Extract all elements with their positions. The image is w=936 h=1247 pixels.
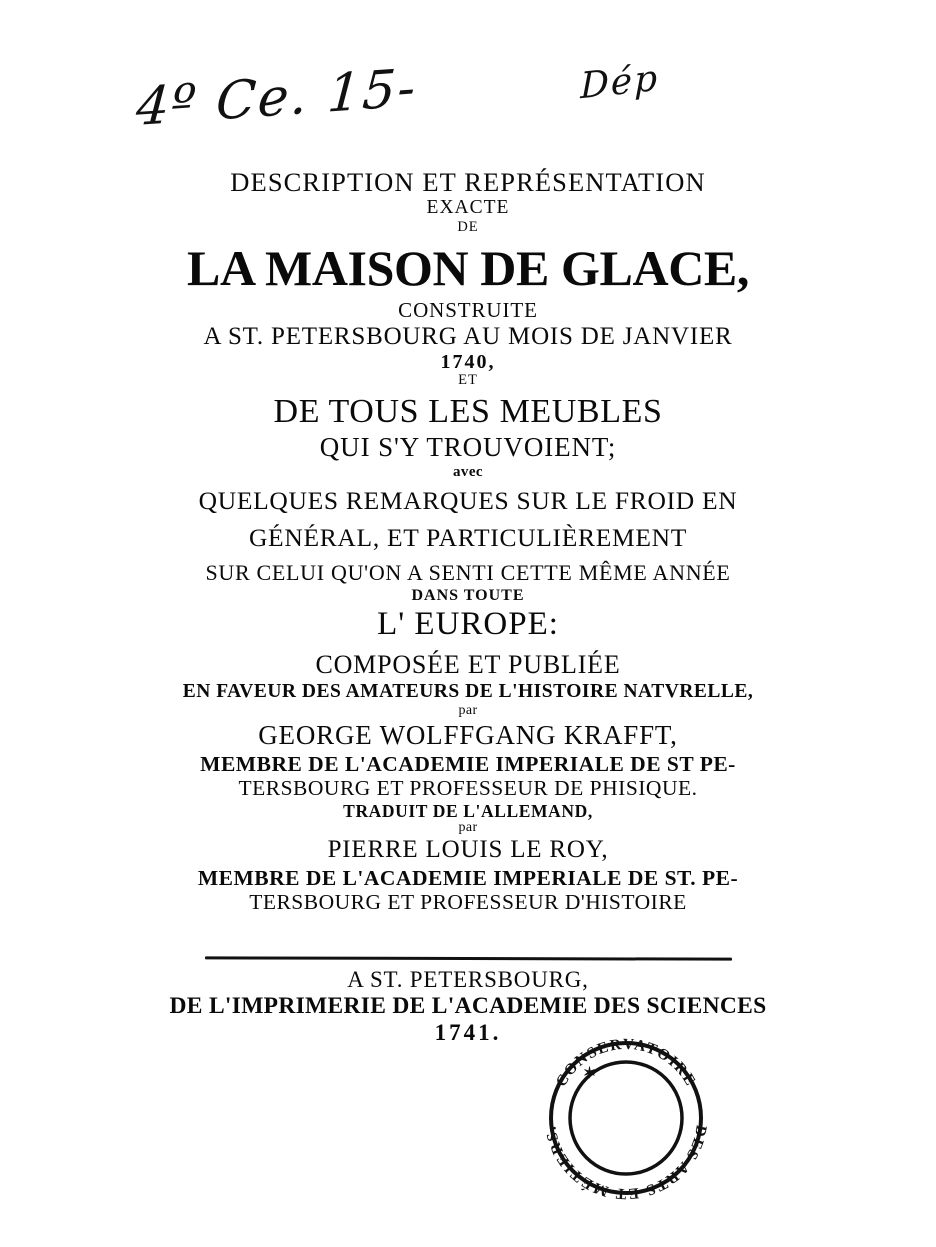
title-heading: DESCRIPTION ET REPRÉSENTATION bbox=[230, 167, 706, 197]
title-remarks-line: QUELQUES REMARQUES SUR LE FROID EN bbox=[198, 485, 738, 515]
author-name: GEORGE WOLFFGANG KRAFFT, bbox=[258, 720, 678, 751]
translator-name: PIERRE LOUIS LE ROY, bbox=[327, 836, 609, 864]
imprint-divider-rule bbox=[205, 956, 732, 960]
title-europe-line: L' EUROPE: bbox=[377, 606, 559, 643]
byline-par-author: par bbox=[458, 703, 478, 719]
title-connector-de: DE bbox=[457, 218, 479, 235]
imprint-place: A ST. PETERSBOURG, bbox=[347, 967, 589, 992]
title-date-line: 1740, bbox=[440, 350, 496, 373]
title-meubles-line: DE TOUS LES MEUBLES bbox=[273, 393, 663, 431]
title-place-line: A ST. PETERSBOURG AU MOIS DE JANVIER bbox=[203, 323, 733, 351]
translator-title-line-2: TERSBOURG ET PROFESSEUR D'HISTOIRE bbox=[249, 889, 687, 914]
handwritten-shelfmark: 4º Ce. 15- bbox=[134, 57, 420, 139]
display-title: LA MAISON DE GLACE, bbox=[187, 240, 749, 297]
title-composee-line: COMPOSÉE ET PUBLIÉE bbox=[315, 650, 621, 680]
title-block bbox=[0, 168, 936, 914]
stamp-star-icon: ✶ bbox=[583, 1065, 598, 1082]
title-connector-et: ET bbox=[458, 372, 478, 389]
translation-note: TRADUIT DE L'ALLEMAND, bbox=[343, 800, 593, 821]
title-dans-toute: DANS TOUTE bbox=[411, 587, 525, 605]
library-stamp-graphic bbox=[537, 1029, 715, 1207]
title-faveur-line: EN FAVEUR DES AMATEURS DE L'HISTOIRE NATVRELLE, bbox=[182, 680, 754, 702]
imprint-year: 1741. bbox=[434, 1020, 502, 1046]
title-avec: avec bbox=[453, 464, 483, 481]
stamp-bottom-text: DES ARTS ET MÉTIERS. bbox=[542, 1123, 710, 1203]
stamp-top-text: CONSERVATOIRE bbox=[552, 1035, 700, 1090]
title-surcelui-line: SUR CELUI QU'ON A SENTI CETTE MÊME ANNÉE bbox=[205, 559, 731, 585]
title-construite: CONSTRUITE bbox=[398, 298, 538, 323]
title-trouvoient-line: QUI S'Y TROUVOIENT; bbox=[319, 432, 617, 463]
imprint-block bbox=[0, 968, 936, 1046]
handwritten-depot-mark: Dép bbox=[580, 57, 660, 108]
imprint-printer: DE L'IMPRIMERIE DE L'ACADEMIE DES SCIENCES bbox=[169, 993, 767, 1020]
byline-par-translator: par bbox=[458, 819, 478, 835]
author-title-line-1: MEMBRE DE L'ACADEMIE IMPERIALE DE ST PE- bbox=[200, 751, 736, 776]
author-title-line-2: TERSBOURG ET PROFESSEUR DE PHISIQUE. bbox=[238, 775, 698, 800]
library-stamp bbox=[537, 1029, 715, 1207]
title-general-line: GÉNÉRAL, ET PARTICULIÈREMENT bbox=[248, 522, 688, 552]
translator-title-line-1: MEMBRE DE L'ACADEMIE IMPERIALE DE ST. PE- bbox=[197, 865, 739, 890]
title-heading-exacte: EXACTE bbox=[426, 197, 510, 219]
